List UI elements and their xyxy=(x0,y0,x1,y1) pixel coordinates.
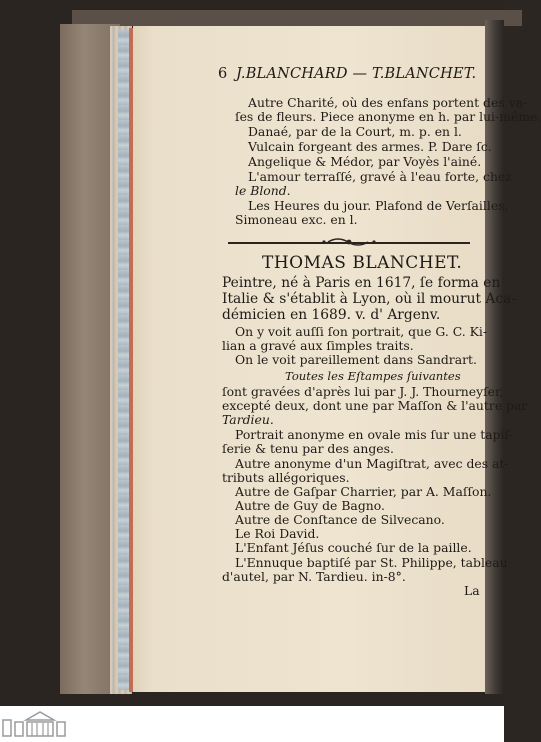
entry-line: L'amour terraſſé, gravé à l'eau forte, chez xyxy=(248,169,512,184)
entry-line: Autre anonyme d'un Magiſtrat, avec des at- xyxy=(235,456,509,471)
entry-line: Les Heures du jour. Plafond de Verſailles. xyxy=(248,198,509,213)
entry-line: Autre Charité, où des enfans portent des va- xyxy=(248,95,528,110)
section-title: THOMAS BLANCHET. xyxy=(262,253,463,273)
intro-line: ſont gravées d'après lui par J. J. Thourneyſer, xyxy=(222,384,504,399)
entry-line: Danaé, par de la Court, m. p. en l. xyxy=(248,124,462,139)
entry-line: Autre de Guy de Bagno. xyxy=(235,498,385,513)
bio-line: Italie & s'établit à Lyon, où il mourut Aca- xyxy=(222,291,516,307)
entry-line: Autre de Conſtance de Silvecano. xyxy=(235,512,445,527)
entry-line: Le Roi David. xyxy=(235,526,320,541)
bio-line: On le voit pareillement dans Sandrart. xyxy=(235,352,477,367)
running-title: J.BLANCHARD — T.BLANCHET. xyxy=(236,66,477,82)
entry-line: L'Ennuque baptiſé par St. Philippe, tableau xyxy=(235,555,508,570)
entry-line: ſerie & tenu par des anges. xyxy=(222,441,394,456)
catchword: La xyxy=(464,583,480,598)
bottom-shadow xyxy=(0,694,504,706)
page-number: 6 xyxy=(218,66,228,82)
bio-line: démicien en 1689. v. d' Argenv. xyxy=(222,307,441,323)
bio-line: lian a gravé aux ſimples traits. xyxy=(222,338,414,353)
bio-line: Peintre, né à Paris en 1617, ſe forma en xyxy=(222,275,501,291)
subheading: Toutes les Eſtampes ſuivantes xyxy=(285,369,461,383)
ornament-icon xyxy=(228,236,470,248)
entry-line: Portrait anonyme en ovale mis ſur une tapiſ- xyxy=(235,427,514,442)
entry-line: Angelique & Médor, par Voyès l'ainé. xyxy=(248,154,482,169)
footer-strip xyxy=(0,706,504,742)
entry-line: L'Enfant Jéſus couché ſur de la paille. xyxy=(235,540,472,555)
intro-line: excepté deux, dont une par Maſſon & l'autre par xyxy=(222,398,528,413)
library-logo-icon xyxy=(2,710,72,738)
entry-line: Simoneau exc. en l. xyxy=(235,212,358,227)
entry-line: tributs allégoriques. xyxy=(222,470,350,485)
bio-line: On y voit auſſi ſon portrait, que G. C. Ki- xyxy=(235,324,488,339)
entry-line: Autre de Gaſpar Charrier, par A. Maſſon. xyxy=(235,484,492,499)
entry-line: d'autel, par N. Tardieu. in-8°. xyxy=(222,569,406,584)
entry-line: le Blond. xyxy=(235,183,291,198)
book-cover-top xyxy=(72,10,522,26)
entry-line: ſes de fleurs. Piece anonyme en h. par lui-même. xyxy=(235,109,541,124)
intro-line: Tardieu. xyxy=(222,412,274,427)
entry-line: Vulcain forgeant des armes. P. Dare ſc. xyxy=(248,139,492,154)
